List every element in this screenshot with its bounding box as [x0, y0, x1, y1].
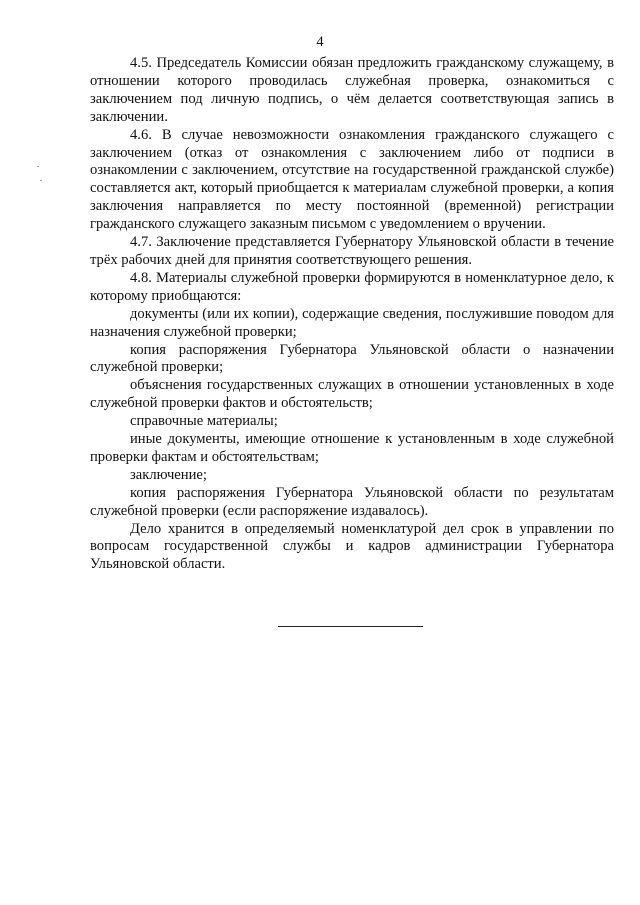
paragraph-4-5: 4.5. Председатель Комиссии обязан предложить гражданскому служащему, в отношении которого проводилась служебная проверка, ознакомиться с заключением под личную подпись, о чём делается соответствующая запись в заключении. — [90, 55, 614, 125]
list-item-results-order-copy: копия распоряжения Губернатора Ульяновской области по результатам служебной проверки (если распоряжение издавалось). — [90, 484, 614, 519]
paragraph-4-8: 4.8. Материалы служебной проверки формируются в номенклатурное дело, к которому приобщаются: — [90, 269, 614, 304]
paragraph-4-7: 4.7. Заключение представляется Губернатору Ульяновской области в течение трёх рабочих дней для принятия соответствующего решения. — [90, 234, 614, 268]
list-item-appointment-order-copy: копия распоряжения Губернатора Ульяновской области о назначении служебной проверки; — [90, 341, 614, 376]
scan-artifact — [37, 166, 39, 167]
end-divider-line — [278, 626, 423, 627]
document-body — [90, 55, 614, 574]
page-number: 4 — [316, 34, 324, 50]
list-item-explanations: объяснения государственных служащих в отношении установленных в ходе служебной проверки фактов и обстоятельств; — [90, 377, 614, 412]
list-item-documents: документы (или их копии), содержащие сведения, послужившие поводом для назначения служебной проверки; — [90, 305, 614, 340]
scan-artifact — [40, 180, 42, 181]
paragraph-4-6: 4.6. В случае невозможности ознакомления гражданского служащего с заключением (отказ от ознакомления с заключением либо от подписи в ознакомлении с заключением, отсутствие на государственной гражданской службе) составляется акт, который приобщается к материалам служебной проверки, а копия заключения направляется по месту постоянной (временной) регистрации гражданского служащего заказным письмом с уведомлением о вручении. — [90, 126, 614, 233]
list-item-other-documents: иные документы, имеющие отношение к установленным в ходе служебной проверки фактам и обстоятельствам; — [90, 431, 614, 465]
list-item-conclusion: заключение; — [130, 466, 207, 483]
paragraph-case-storage: Дело хранится в определяемый номенклатурой дел срок в управлении по вопросам государственной службы и кадров администрации Губернатора Ульяновской области. — [90, 520, 614, 573]
list-item-reference-materials: справочные материалы; — [130, 413, 278, 430]
